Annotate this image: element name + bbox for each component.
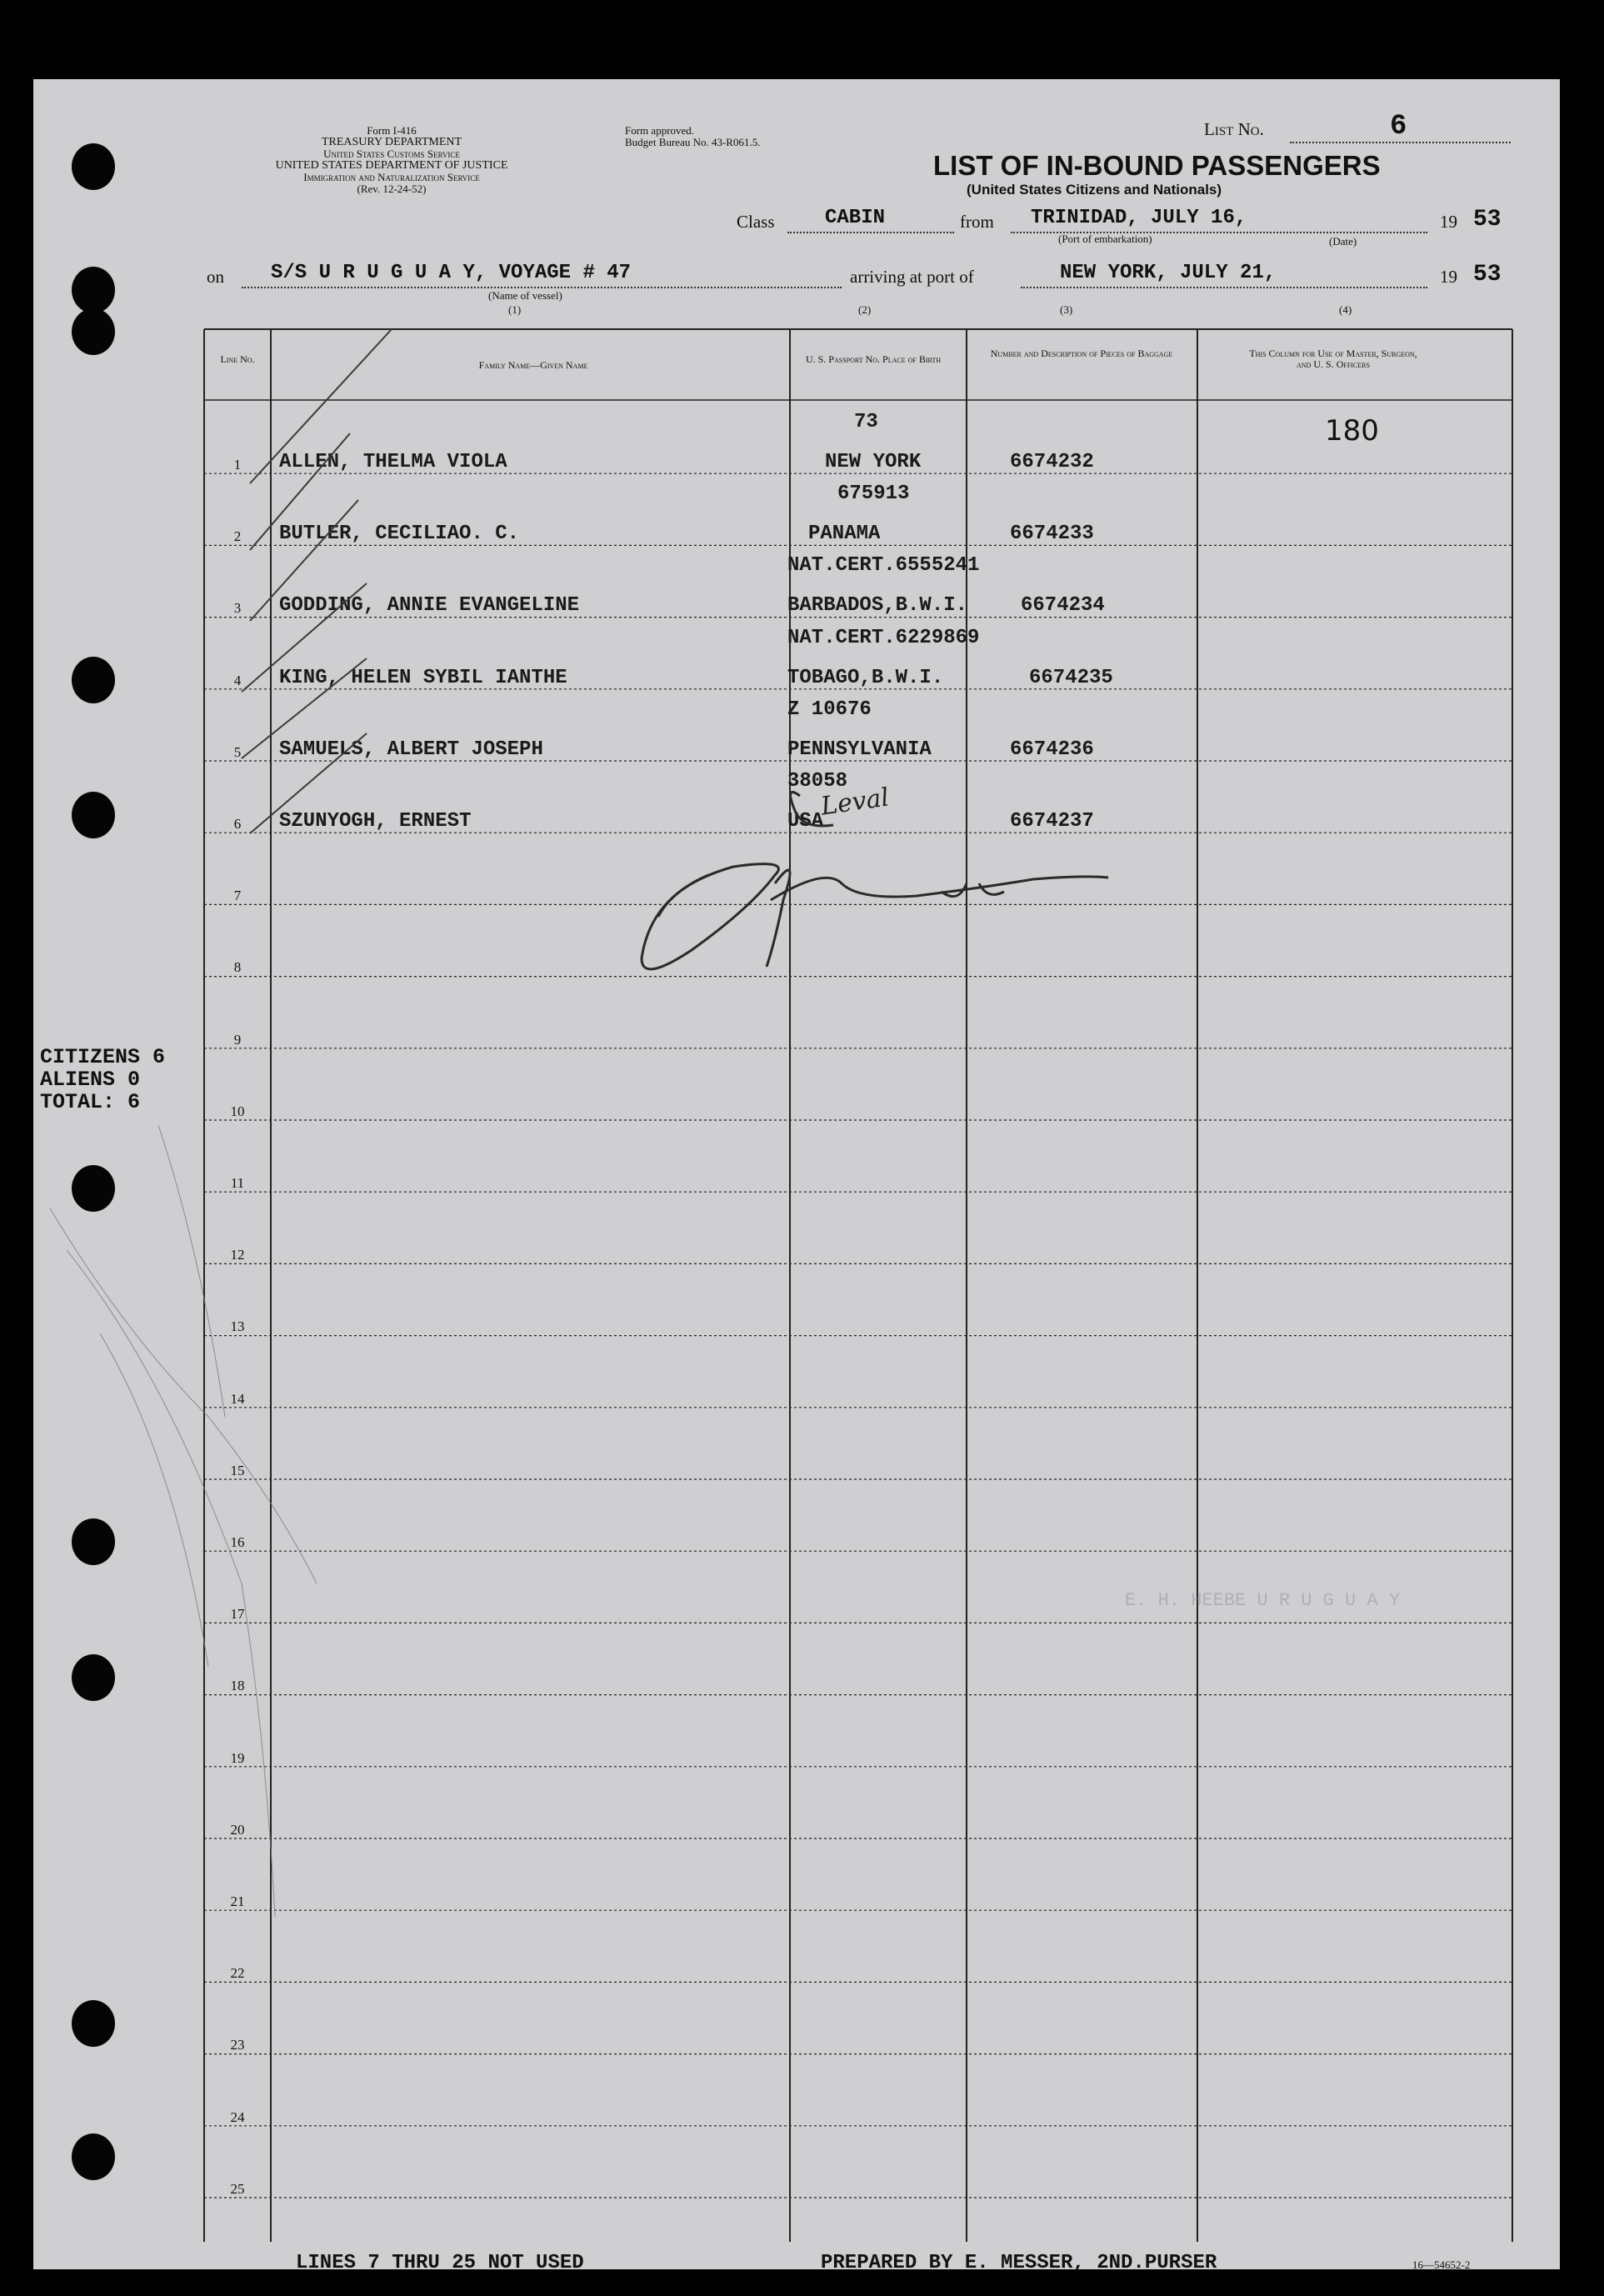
header-passport: U. S. Passport No. Place of Birth	[805, 353, 942, 365]
form-code: 16—54652-2	[1412, 2258, 1471, 2271]
header-name: Family Name—Given Name	[478, 359, 588, 371]
aliens-count: ALIENS 0	[40, 1068, 141, 1092]
line-number: 19	[230, 1749, 245, 1766]
line-number: 21	[230, 1893, 245, 1909]
vessel-caption: (Name of vessel)	[488, 289, 562, 302]
baggage-number: 6674237	[1010, 810, 1094, 833]
passport-number: 38058	[787, 770, 848, 793]
column-ref-1: (1)	[508, 303, 522, 316]
department-justice: UNITED STATES DEPARTMENT OF JUSTICE	[275, 159, 508, 172]
class-value: CABIN	[825, 207, 886, 229]
from-label: from	[960, 212, 994, 232]
date-caption: (Date)	[1329, 235, 1357, 248]
line-number: 5	[233, 743, 242, 760]
line-number: 14	[230, 1390, 245, 1407]
line-number: 23	[230, 2037, 245, 2053]
line-number: 18	[230, 1678, 245, 1694]
passport-number: 73	[854, 411, 878, 433]
place-of-birth: NEW YORK	[825, 451, 922, 473]
line-number: 3	[233, 600, 242, 617]
passenger-name: BUTLER, CECILIAO. C.	[279, 523, 520, 546]
line-number: 1	[233, 457, 242, 473]
line-number: 24	[230, 2108, 245, 2125]
passenger-name: ALLEN, THELMA VIOLA	[279, 451, 507, 473]
citizens-count: CITIZENS 6	[40, 1045, 166, 1069]
form-number: Form I-416	[367, 124, 417, 137]
form-title: LIST OF IN-BOUND PASSENGERS	[933, 150, 1381, 181]
line-number: 2	[233, 528, 242, 545]
baggage-number: 6674234	[1021, 594, 1105, 618]
department-treasury-sub: United States Customs Service	[323, 148, 460, 160]
passport-number: NAT.CERT.6229869	[787, 626, 980, 649]
port-of-embarkation: TRINIDAD, JULY 16,	[1031, 207, 1247, 229]
line-number: 15	[230, 1462, 245, 1478]
prepared-by: PREPARED BY E. MESSER, 2ND.PURSER	[821, 2252, 1217, 2274]
line-number: 16	[230, 1534, 245, 1550]
line-number: 12	[230, 1247, 245, 1263]
place-of-birth: PANAMA	[808, 523, 881, 546]
column-ref-4: (4)	[1339, 303, 1352, 316]
passport-number: NAT.CERT.6555241	[787, 554, 980, 578]
place-of-birth: PENNSYLVANIA	[787, 738, 932, 761]
list-number: 6	[1390, 111, 1407, 143]
lines-not-used-note: LINES 7 THRU 25 NOT USED	[296, 2252, 584, 2274]
class-label: Class	[737, 212, 775, 232]
passenger-name: SAMUELS, ALBERT JOSEPH	[279, 738, 543, 761]
department-justice-sub: Immigration and Naturalization Service	[303, 171, 480, 183]
year-prefix-from: 19	[1440, 212, 1457, 232]
passport-number: 675913	[837, 483, 910, 506]
place-of-birth: TOBAGO,B.W.I.	[787, 666, 944, 689]
line-number: 25	[230, 2180, 245, 2197]
header-line-no: Line No.	[220, 353, 255, 365]
place-of-birth: BARBADOS,B.W.I.	[787, 594, 968, 618]
baggage-number: 6674235	[1029, 666, 1113, 689]
department-treasury: TREASURY DEPARTMENT	[321, 136, 462, 148]
line-number: 10	[230, 1103, 245, 1119]
header-officers: This Column for Use of Master, Surgeon, and U. S. Officers	[1249, 348, 1417, 370]
bleed-through-text: E. H. HEEBE U R U G U A Y	[1125, 1590, 1401, 1611]
port-embarkation-caption: (Port of embarkation)	[1058, 233, 1152, 245]
line-number: 9	[233, 1031, 242, 1048]
baggage-number: 6674232	[1010, 451, 1094, 473]
budget-bureau: Budget Bureau No. 43-R061.5.	[625, 136, 761, 148]
passenger-name: KING, HELEN SYBIL IANTHE	[279, 666, 567, 689]
form-subtitle: (United States Citizens and Nationals)	[967, 182, 1222, 198]
year-arrival: 53	[1473, 262, 1502, 288]
year-from: 53	[1473, 207, 1502, 233]
line-number: 6	[233, 816, 242, 832]
form-revision: (Rev. 12-24-52)	[357, 183, 427, 195]
total-count: TOTAL: 6	[40, 1090, 141, 1114]
column-ref-3: (3)	[1060, 303, 1073, 316]
line-number: 13	[230, 1318, 245, 1335]
header-baggage: Number and Description of Pieces of Baggage	[990, 348, 1173, 359]
side-totals	[40, 1046, 165, 1113]
vessel-name: S/S U R U G U A Y, VOYAGE # 47	[271, 262, 632, 284]
line-number: 20	[230, 1821, 245, 1838]
baggage-number: 6674233	[1010, 523, 1094, 546]
passenger-name: SZUNYOGH, ERNEST	[279, 810, 472, 833]
line-number: 22	[230, 1965, 245, 1982]
list-number-label: List No.	[1204, 119, 1264, 139]
on-label: on	[207, 267, 224, 287]
place-of-birth: USA	[787, 810, 824, 833]
handwritten-note: Leval	[818, 783, 892, 822]
column-ref-2: (2)	[858, 303, 872, 316]
arrival-port: NEW YORK, JULY 21,	[1060, 262, 1277, 284]
year-prefix-arrival: 19	[1440, 267, 1457, 287]
line-number: 17	[230, 1606, 245, 1623]
arriving-label: arriving at port of	[850, 267, 974, 287]
officer-mark: 180	[1325, 414, 1379, 448]
line-number: 4	[233, 672, 242, 688]
passport-number: Z 10676	[787, 698, 872, 721]
baggage-number: 6674236	[1010, 738, 1094, 761]
passenger-name: GODDING, ANNIE EVANGELINE	[279, 594, 580, 618]
form-approved: Form approved.	[625, 124, 695, 137]
line-number: 8	[233, 959, 242, 976]
line-number: 11	[230, 1175, 245, 1191]
line-number: 7	[233, 888, 242, 904]
